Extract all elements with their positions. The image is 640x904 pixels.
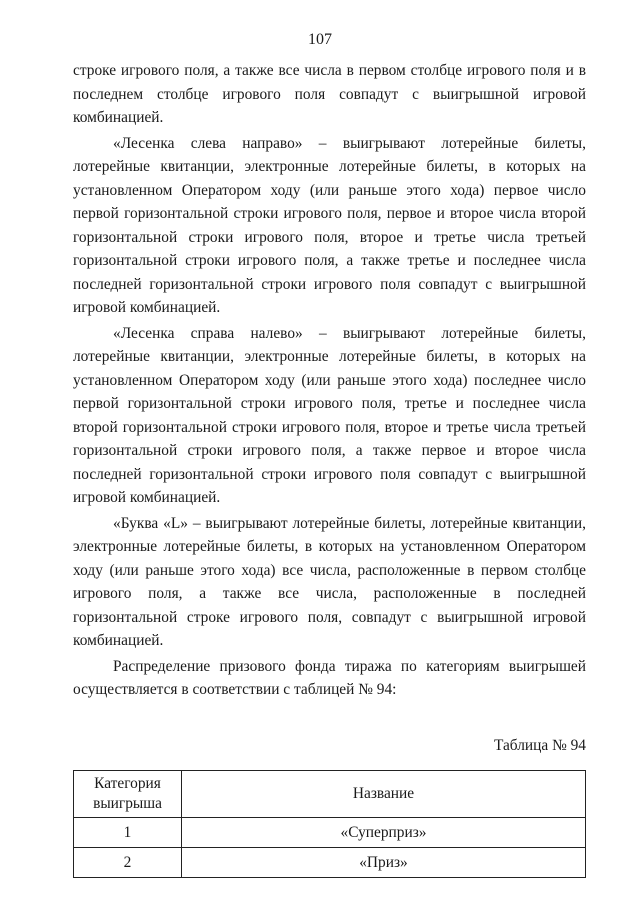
paragraph-ladder-left-to-right: «Лесенка слева направо» – выигрывают лотерейные билеты, лотерейные квитанции, электронные лотерейные билеты, в которых на установленном Оператором ходу (или раньше этого хода) первое число первой горизонтальной строки игрового поля, первое и второе числа второй горизонтальной строки игрового поля, второе и третье числа третьей горизонтальной строки игрового поля, а также третье и последнее числа последней горизонтальной строки игрового поля совпадут с выигрышной игровой комбинацией.: [73, 134, 586, 316]
cell-name: «Приз»: [182, 848, 586, 878]
paragraph-continuation: строке игрового поля, а также все числа в первом столбце игрового поля и в последнем столбце игрового поля совпадут с выигрышной игровой комбинацией.: [73, 62, 586, 126]
cell-category: 1: [74, 818, 182, 848]
table-row: [74, 848, 586, 878]
header-category: Категория выигрыша: [74, 771, 182, 818]
prize-category-table: [73, 770, 586, 878]
paragraph-ladder-right-to-left: «Лесенка справа налево» – выигрывают лотерейные билеты, лотерейные квитанции, электронные лотерейные билеты, в которых на установленном Оператором ходу (или раньше этого хода) последнее число первой горизонтальной строки игрового поля, третье и последнее числа второй горизонтальной строки игрового поля, второе и третье числа третьей горизонтальной строки игрового поля, а также первое и второе числа последней горизонтальной строки игрового поля совпадут с выигрышной игровой комбинацией.: [73, 324, 586, 506]
page-number: 107: [308, 31, 332, 48]
table-caption: Таблица № 94: [493, 736, 586, 754]
header-name: Название: [182, 771, 586, 818]
table-header-row: [74, 771, 586, 818]
document-body: [73, 59, 586, 878]
section-spacer: [73, 702, 586, 734]
paragraph-letter-l: «Буква «L» – выигрывают лотерейные билеты, лотерейные квитанции, электронные лотерейные билеты, в которых на установленном Оператором ходу (или раньше этого хода) все числа, расположенные в первом столбце игрового поля, а также все числа, расположенные в последней горизонтальной строке игрового поля, совпадут с выигрышной игровой комбинацией.: [73, 514, 586, 649]
table-row: [74, 818, 586, 848]
cell-category: 2: [74, 848, 182, 878]
paragraph-prize-distribution: Распределение призового фонда тиража по категориям выигрышей осуществляется в соответствии с таблицей № 94:: [73, 657, 586, 698]
cell-name: «Суперприз»: [182, 818, 586, 848]
